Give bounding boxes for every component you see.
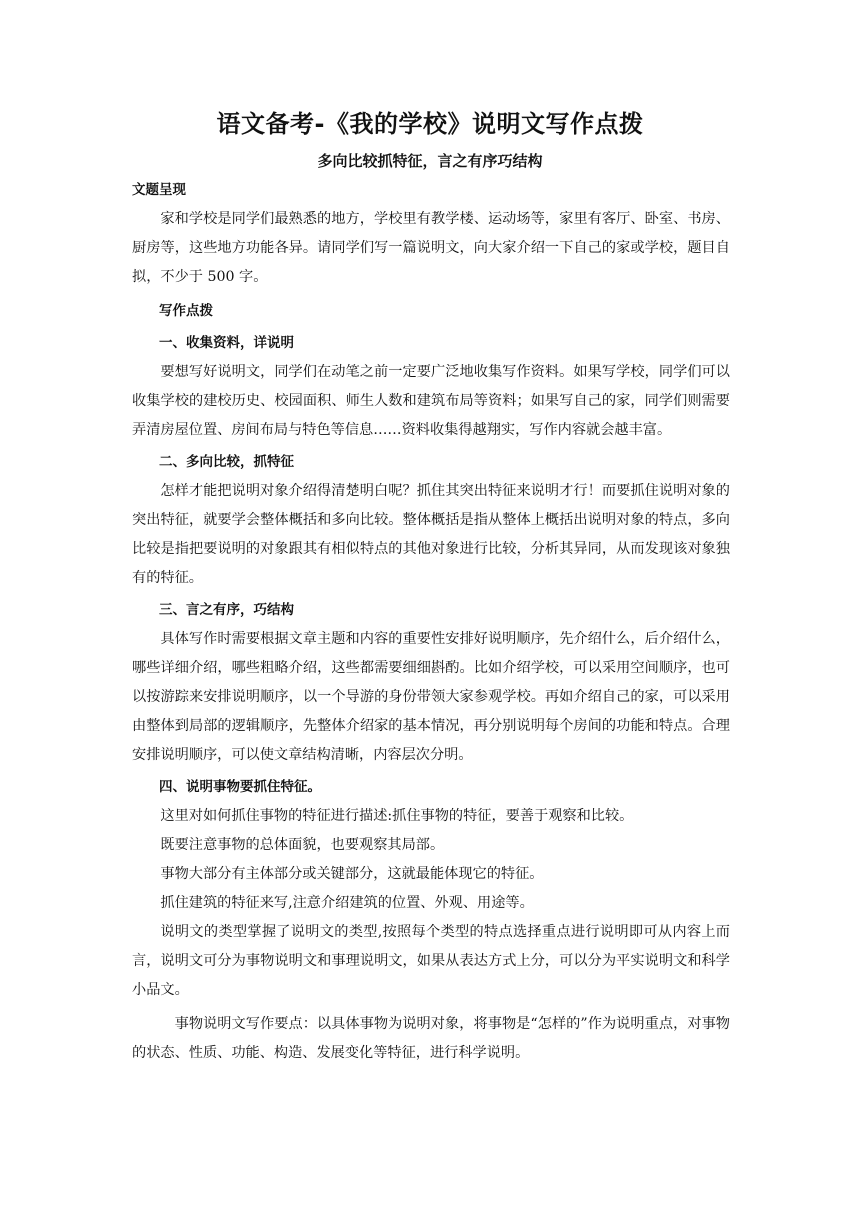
section-paragraph-4d: 抓住建筑的特征来写,注意介绍建筑的位置、外观、用途等。 bbox=[160, 895, 534, 911]
tips-heading: 写作点拨 bbox=[159, 303, 213, 319]
page-subtitle: 多向比较抓特征，言之有序巧结构 bbox=[317, 152, 543, 170]
section-paragraph-4b: 既要注意事物的总体面貌，也要观察其局部。 bbox=[160, 837, 445, 853]
section-paragraph-3: 具体写作时需要根据文章主题和内容的重要性安排好说明顺序，先介绍什么，后介绍什么，哪些详细介绍，哪些粗略介绍，这些都需要细细斟酌。比如介绍学校，可以采用空间顺序，也可以按游踪来安排说明顺序，以一个导游的身份带领大家参观学校。再如介绍自己的家，可以采用由整体到局部的逻辑顺序，先整体介绍家的基本情况，再分别说明每个房间的功能和特点。合理安排说明顺序，可以使文章结构清晰，内容层次分明。 bbox=[132, 631, 730, 763]
topic-heading: 文题呈现 bbox=[132, 182, 186, 198]
section-paragraph-4c: 事物大部分有主体部分或关键部分，这就最能体现它的特征。 bbox=[160, 866, 544, 882]
section-paragraph-5: 说明文的类型掌握了说明文的类型,按照每个类型的特点选择重点进行说明即可从内容上而言，说明文可分为事物说明文和事理说明文，如果从表达方式上分，可以分为平实说明文和科学小品文。 bbox=[132, 924, 730, 998]
section-heading-3: 三、言之有序，巧结构 bbox=[159, 602, 294, 618]
page-title: 语文备考-《我的学校》说明文写作点拨 bbox=[216, 110, 644, 138]
section-heading-1: 一、收集资料，详说明 bbox=[159, 335, 294, 351]
topic-paragraph: 家和学校是同学们最熟悉的地方，学校里有教学楼、运动场等，家里有客厅、卧室、书房、厨房等，这些地方功能各异。请同学们写一篇说明文，向大家介绍一下自己的家或学校，题目自拟，不少于 500 字。 bbox=[132, 211, 730, 285]
section-paragraph-4a: 这里对如何抓住事物的特征进行描述:抓住事物的特征，要善于观察和比较。 bbox=[160, 808, 634, 824]
section-paragraph-2: 怎样才能把说明对象介绍得清楚明白呢？抓住其突出特征来说明才行！而要抓住说明对象的突出特征，就要学会整体概括和多向比较。整体概括是指从整体上概括出说明对象的特点，多向比较是指把要说明的对象跟其有相似特点的其他对象进行比较，分析其异同，从而发现该对象独有的特征。 bbox=[132, 483, 730, 586]
section-heading-2: 二、多向比较，抓特征 bbox=[159, 454, 294, 470]
section-heading-4: 四、说明事物要抓住特征。 bbox=[159, 779, 321, 795]
section-paragraph-1: 要想写好说明文，同学们在动笔之前一定要广泛地收集写作资料。如果写学校，同学们可以收集学校的建校历史、校园面积、师生人数和建筑布局等资料；如果写自己的家，同学们则需要弄清房屋位置、房间布局与特色等信息……资料收集得越翔实，写作内容就会越丰富。 bbox=[132, 364, 730, 438]
document-body bbox=[132, 176, 730, 1068]
section-paragraph-6: 事物说明文写作要点：以具体事物为说明对象，将事物是“怎样的”作为说明重点，对事物的状态、性质、功能、构造、发展变化等特征，进行科学说明。 bbox=[132, 1016, 730, 1061]
